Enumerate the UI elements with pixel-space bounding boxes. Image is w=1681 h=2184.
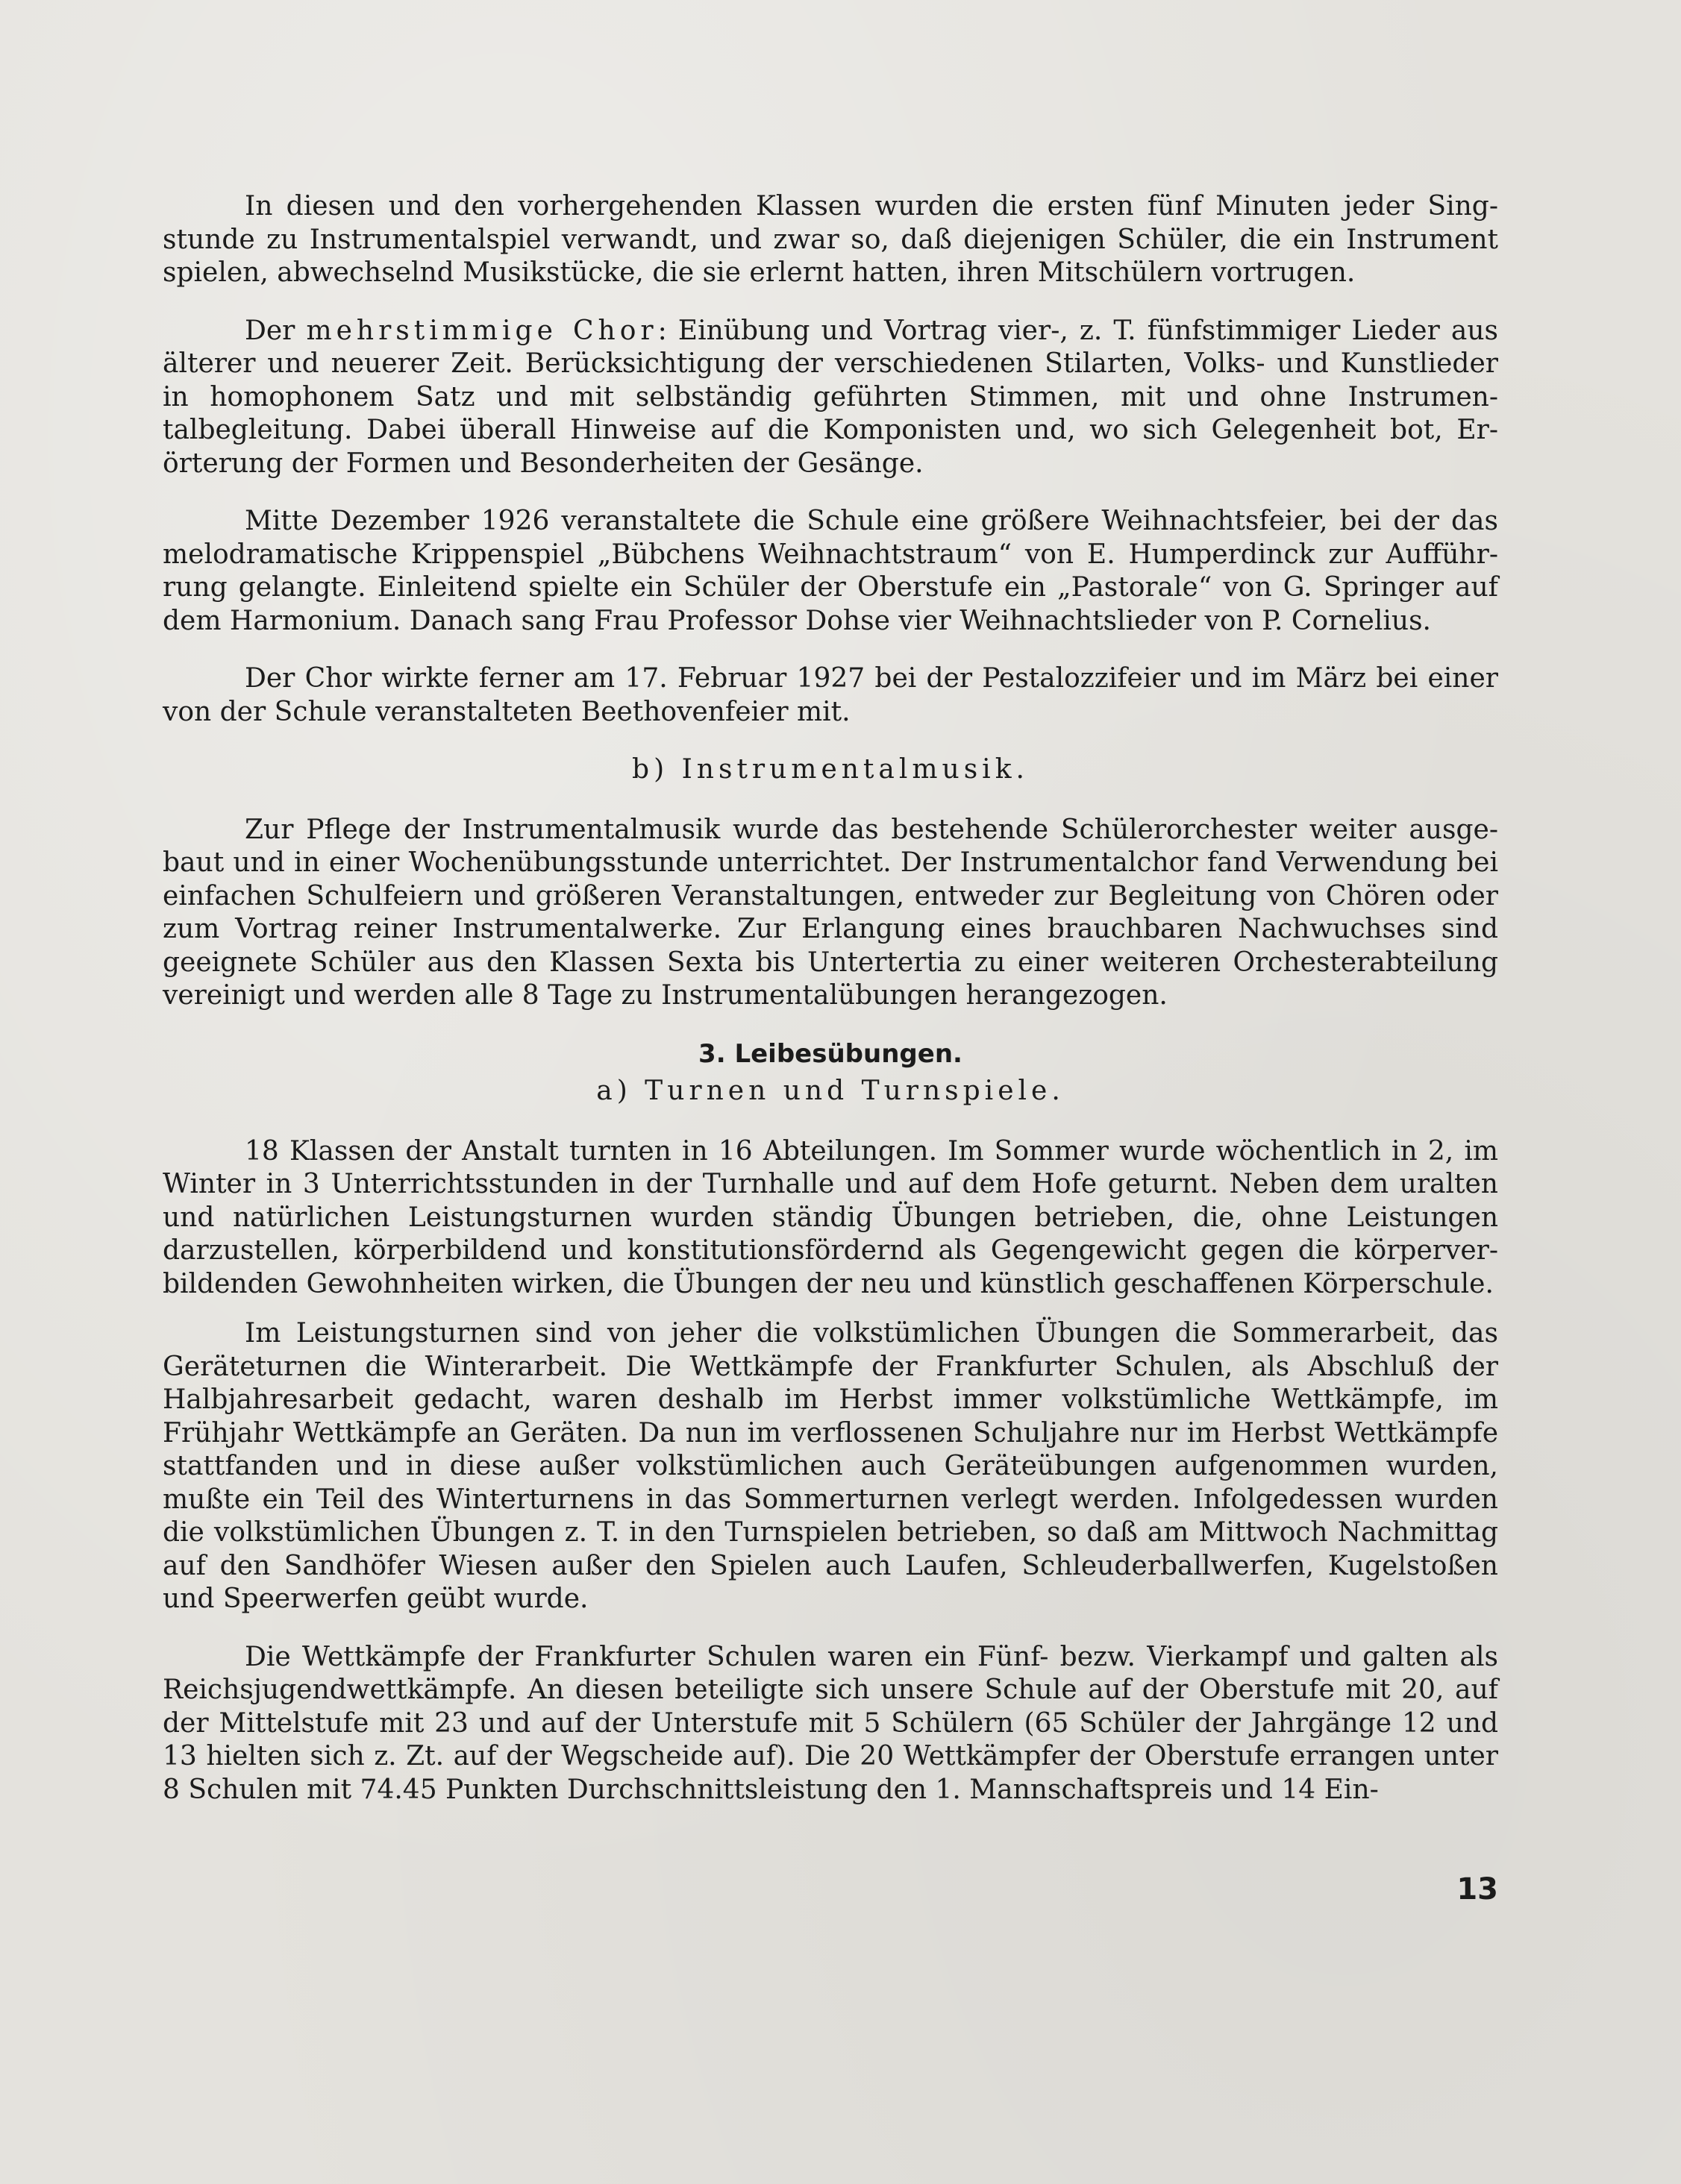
paragraph-singing-intro: In diesen und den vorhergehenden Klassen wurden die ersten fünf Minuten jeder Singstunde zu Instrumentalspiel verwandt, und zwar so, daß diejenigen Schüler, die ein Instrument spielen, abwechselnd Musikstücke, die sie erlernt hatten, ihren Mitschülern vortrugen. [163,191,1498,288]
chor-spaced-heading: mehrstimmige Chor [306,315,658,346]
section-title-leibesuebungen: 3. Leibesübungen. [698,1038,962,1069]
subheading-instrumentalmusik: b) Instrumentalmusik. [632,754,1029,785]
chor-lead: Der [245,315,295,346]
paragraph-wettkaempfe: Die Wettkämpfe der Frankfurter Schulen waren ein Fünf- bezw. Vierkampf und galten als Reichsjugendwettkämpfe. An diesen beteiligte sich unsere Schule auf der Oberstufe mit 20, auf der Mittelstufe mit 23 und auf der Unterstufe mit 5 Schülern (65 Schüler der Jahrgänge 12 und 13 hielten sich z. Zt. auf der Wegscheide auf). Die 20 Wettkämpfer der Oberstufe errangen unter 8 Schulen mit 74.45 Punkten Durchschnittsleistung den 1. Mannschaftspreis und 14 Ein- [163,1641,1498,1805]
paragraph-orchestra: Zur Pflege der Instrumentalmusik wurde das bestehende Schülerorchester weiter ausgebaut und in einer Wochenübungsstunde unterrichtet. Der Instrumentalchor fand Verwendung bei einfachen Schulfeiern und größeren Veranstaltungen, entweder zur Begleitung von Chören oder zum Vortrag reiner Instrumentalwerke. Zur Erlangung eines brauchbaren Nachwuchses sind geeignete Schüler aus den Klassen Sexta bis Untertertia zu einer weiteren Orchesterabteilung vereinigt und werden alle 8 Tage zu Instrumentalübungen herangezogen. [163,814,1498,1011]
subheading-turnen: a) Turnen und Turnspiele. [596,1076,1065,1106]
paragraph-christmas: Mitte Dezember 1926 veranstaltete die Schule eine größere Weihnachtsfeier, bei der das melodramatische Krippenspiel „Bübchens Weihnachtstraum“ von E. Humperdinck zur Aufführrung gelangte. Einleitend spielte ein Schüler der Oberstufe ein „Pastorale“ von G. Springer auf dem Harmonium. Danach sang Frau Professor Dohse vier Weihnachtslieder von P. Cornelius. [163,506,1498,636]
chor-rest: : Einübung und Vortrag vier-, z. T. fünfstimmiger Lieder aus älterer und neuerer Zeit. Berücksichtigung der verschiedenen Stilarten, Volks- und Kunstlieder in homophonem Satz und mit selbständig geführten Stimmen, mit und ohne Instrumentalbegleitung. Dabei überall Hinweise auf die Komponisten und, wo sich Gelegenheit bot, Erörterung der Formen und Besonderheiten der Gesänge. [163,315,1498,479]
paragraph-chor [163,315,1498,481]
body-text [163,190,1498,1831]
paragraph-classes: 18 Klassen der Anstalt turnten in 16 Abteilungen. Im Sommer wurde wöchentlich in 2, im Winter in 3 Unterrichtsstunden in der Turnhalle und auf dem Hofe geturnt. Neben dem uralten und natürlichen Leistungsturnen wurden ständig Übungen betrieben, die, ohne Leistungen darzustellen, körperbildend und konstitutionsfördernd als Gegengewicht gegen die körperverbildenden Gewohnheiten wirken, die Übungen der neu und künstlich geschaffenen Körperschule. [163,1135,1498,1299]
paragraph-choir-events: Der Chor wirkte ferner am 17. Februar 1927 bei der Pestalozzifeier und im März bei einer von der Schule veranstalteten Beethovenfeier mit. [163,663,1498,727]
paragraph-leistungsturnen: Im Leistungsturnen sind von jeher die volkstümlichen Übungen die Sommerarbeit, das Geräteturnen die Winterarbeit. Die Wettkämpfe der Frankfurter Schulen, als Abschluß der Halbjahresarbeit gedacht, waren deshalb im Herbst immer volkstümliche Wettkämpfe, im Frühjahr Wettkämpfe an Geräten. Da nun im verflossenen Schuljahre nur im Herbst Wettkämpfe stattfanden und in diese außer volkstümlichen auch Geräteübungen aufgenommen wurden, mußte ein Teil des Winterturnens in das Sommerturnen verlegt werden. Infolgedessen wurden die volkstümlichen Übungen z. T. in den Turnspielen betrieben, so daß am Mittwoch Nachmittag auf den Sandhöfer Wiesen außer den Spielen auch Laufen, Schleuderballwerfen, Kugelstoßen und Speerwerfen geübt wurde. [163,1318,1498,1614]
page-number: 13 [1456,1872,1498,1907]
